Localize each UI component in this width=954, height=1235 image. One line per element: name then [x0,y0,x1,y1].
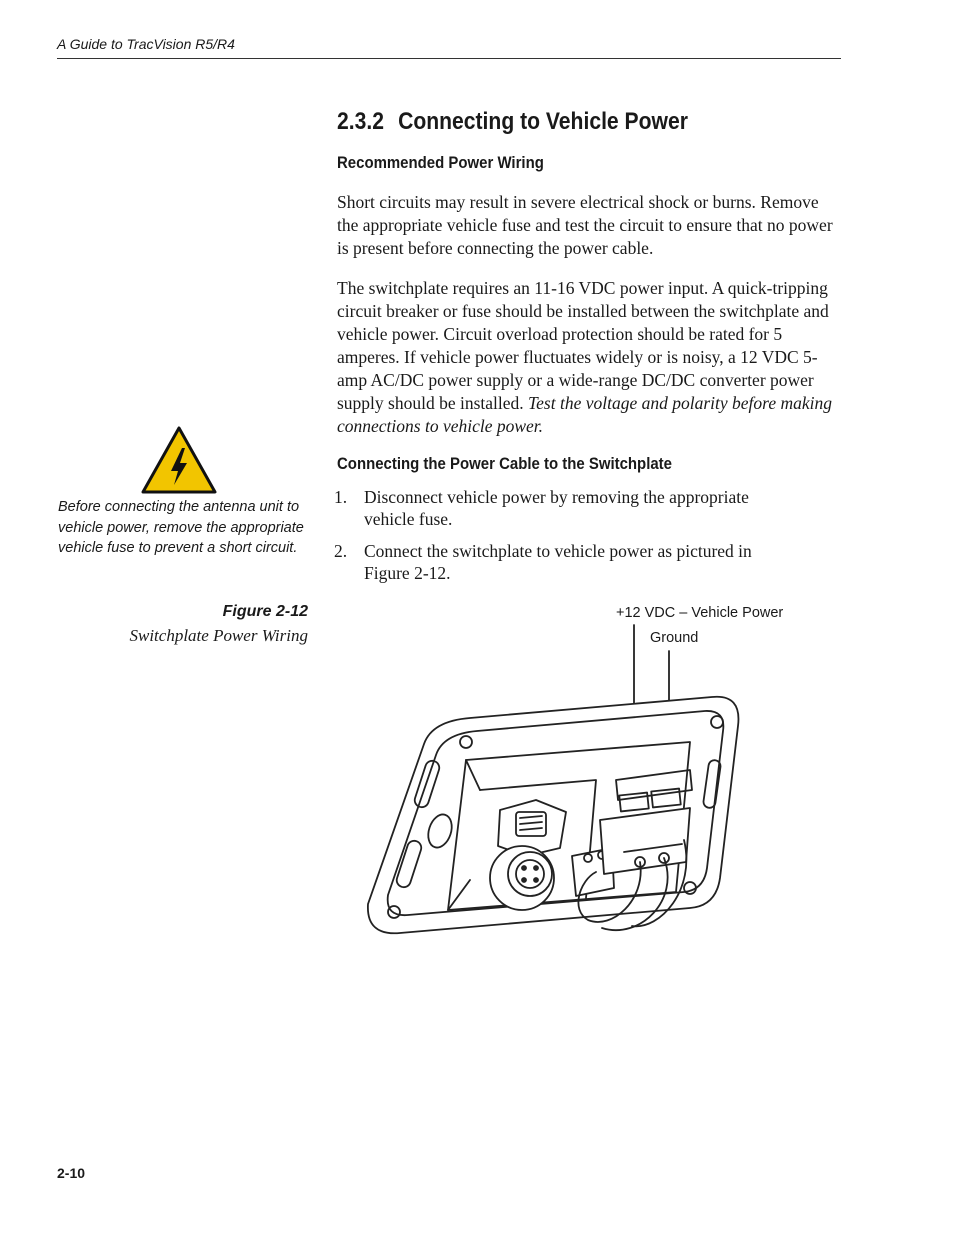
step-1-text: Disconnect vehicle power by removing the appropriate vehicle fuse. [364,487,749,529]
short-circuit-paragraph: Short circuits may result in severe electrical shock or burns. Remove the appropriate vehicle fuse and test the circuit to ensure that no power is present before connecting the power cable. [337,192,833,258]
high-voltage-warning-icon [140,425,218,495]
connecting-power-cable-heading: Connecting the Power Cable to the Switchplate [337,454,672,473]
page-number: 2-10 [57,1165,86,1181]
section-title [337,108,688,136]
section-number: 2.3.2 [337,108,384,135]
step-2-text: Connect the switchplate to vehicle power as pictured in Figure 2-12. [364,541,752,583]
power-input-paragraph [337,277,843,438]
switchplate-illustration [360,600,810,945]
step-1-number: 1. [334,487,348,507]
test-voltage-emphasis: Test the voltage and polarity before making connections to vehicle power. [337,393,832,436]
step-1 [334,486,754,530]
callout-ground: Ground [650,630,699,646]
figure-caption: Switchplate Power Wiring [129,626,308,645]
warning-note: Before connecting the antenna unit to vehicle power, remove the appropriate vehicle fuse to prevent a short circuit. [58,499,304,556]
figure-number: Figure 2-12 [222,603,308,620]
step-2-number: 2. [334,541,348,561]
callout-power: +12 VDC – Vehicle Power [616,605,784,621]
running-header: A Guide to TracVision R5/R4 [57,36,235,52]
section-title-text: Connecting to Vehicle Power [398,108,688,135]
recommended-power-wiring-heading: Recommended Power Wiring [337,153,544,172]
header-rule [57,58,841,59]
step-2 [334,540,754,584]
power-input-text: The switchplate requires an 11-16 VDC power input. A quick-tripping circuit breaker or fuse should be installed between the switchplate and vehicle power. Circuit overload protection should be rated for 5 amperes. If vehicle power fluctuates widely or is noisy, a 12 VDC 5-amp AC/DC power supply or a wide-range DC/DC converter power supply should be installed. [337,278,829,413]
